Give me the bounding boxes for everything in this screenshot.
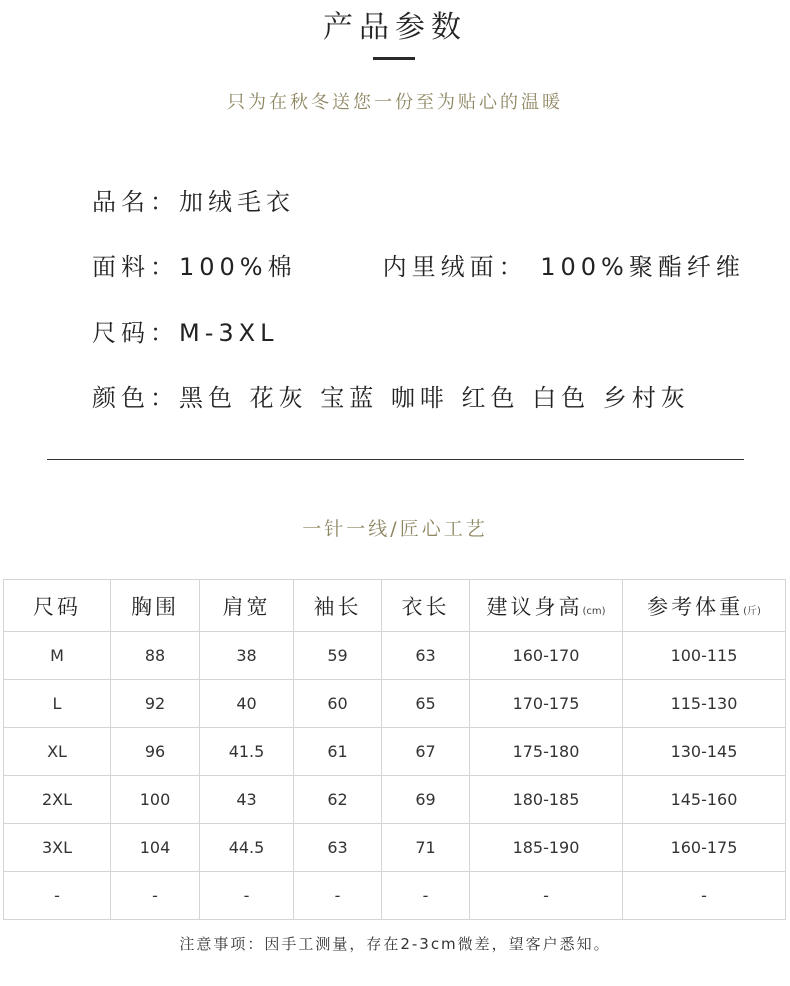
table-cell: 38: [200, 632, 294, 680]
table-row: [4, 680, 786, 728]
header-shoulder: 肩宽: [200, 580, 294, 632]
table-cell: 96: [111, 728, 200, 776]
table-cell: M: [4, 632, 111, 680]
table-row: [4, 632, 786, 680]
table-cell: 92: [111, 680, 200, 728]
param-name: 品名：加绒毛衣: [92, 188, 295, 216]
height-unit: (cm): [582, 605, 606, 617]
table-cell: -: [623, 872, 786, 920]
table-cell: 69: [382, 776, 470, 824]
param-size: 尺码：M-3XL: [92, 319, 279, 347]
header-weight: 参考体重(斤): [623, 580, 786, 632]
table-row: [4, 824, 786, 872]
table-cell: 160-175: [623, 824, 786, 872]
table-cell: -: [470, 872, 623, 920]
table-cell: 71: [382, 824, 470, 872]
header-sleeve: 袖长: [294, 580, 382, 632]
table-cell: -: [382, 872, 470, 920]
table-cell: 175-180: [470, 728, 623, 776]
table-cell: 145-160: [623, 776, 786, 824]
table-cell: -: [4, 872, 111, 920]
header-chest: 胸围: [111, 580, 200, 632]
table-cell: 160-170: [470, 632, 623, 680]
measurement-note: 注意事项：因手工测量，存在2-3cm微差，望客户悉知。: [179, 935, 611, 953]
table-cell: L: [4, 680, 111, 728]
table-cell: -: [111, 872, 200, 920]
table-cell: 40: [200, 680, 294, 728]
table-cell: -: [294, 872, 382, 920]
table-cell: 61: [294, 728, 382, 776]
table-cell: 104: [111, 824, 200, 872]
header-size: 尺码: [4, 580, 111, 632]
param-fabric-row: [92, 247, 745, 282]
table-cell: -: [200, 872, 294, 920]
weight-unit: (斤): [743, 605, 761, 617]
table-cell: 60: [294, 680, 382, 728]
table-row: [4, 872, 786, 920]
param-lining: 内里绒面： 100%聚酯纤维: [382, 253, 745, 281]
param-colors: 颜色：黑色 花灰 宝蓝 咖啡 红色 白色 乡村灰: [92, 384, 690, 412]
craft-heading: 一针一线/匠心工艺: [302, 518, 488, 540]
table-cell: 130-145: [623, 728, 786, 776]
table-cell: 67: [382, 728, 470, 776]
page-title: 产品参数: [323, 10, 467, 45]
section-divider: [47, 459, 744, 460]
param-fabric: 面料：100%棉: [92, 253, 297, 281]
header-height: 建议身高(cm): [470, 580, 623, 632]
table-cell: XL: [4, 728, 111, 776]
table-cell: 59: [294, 632, 382, 680]
size-table: [3, 579, 786, 920]
table-cell: 65: [382, 680, 470, 728]
table-cell: 2XL: [4, 776, 111, 824]
table-cell: 62: [294, 776, 382, 824]
table-cell: 115-130: [623, 680, 786, 728]
table-cell: 63: [382, 632, 470, 680]
table-row: [4, 776, 786, 824]
table-cell: 100-115: [623, 632, 786, 680]
size-table-header-row: [4, 580, 786, 632]
table-cell: 185-190: [470, 824, 623, 872]
header-length: 衣长: [382, 580, 470, 632]
table-cell: 63: [294, 824, 382, 872]
table-cell: 88: [111, 632, 200, 680]
table-cell: 44.5: [200, 824, 294, 872]
table-row: [4, 728, 786, 776]
table-cell: 3XL: [4, 824, 111, 872]
table-cell: 170-175: [470, 680, 623, 728]
table-cell: 41.5: [200, 728, 294, 776]
title-underline: [373, 57, 415, 60]
table-cell: 180-185: [470, 776, 623, 824]
page-subtitle: 只为在秋冬送您一份至为贴心的温暖: [227, 92, 563, 113]
table-cell: 43: [200, 776, 294, 824]
table-cell: 100: [111, 776, 200, 824]
